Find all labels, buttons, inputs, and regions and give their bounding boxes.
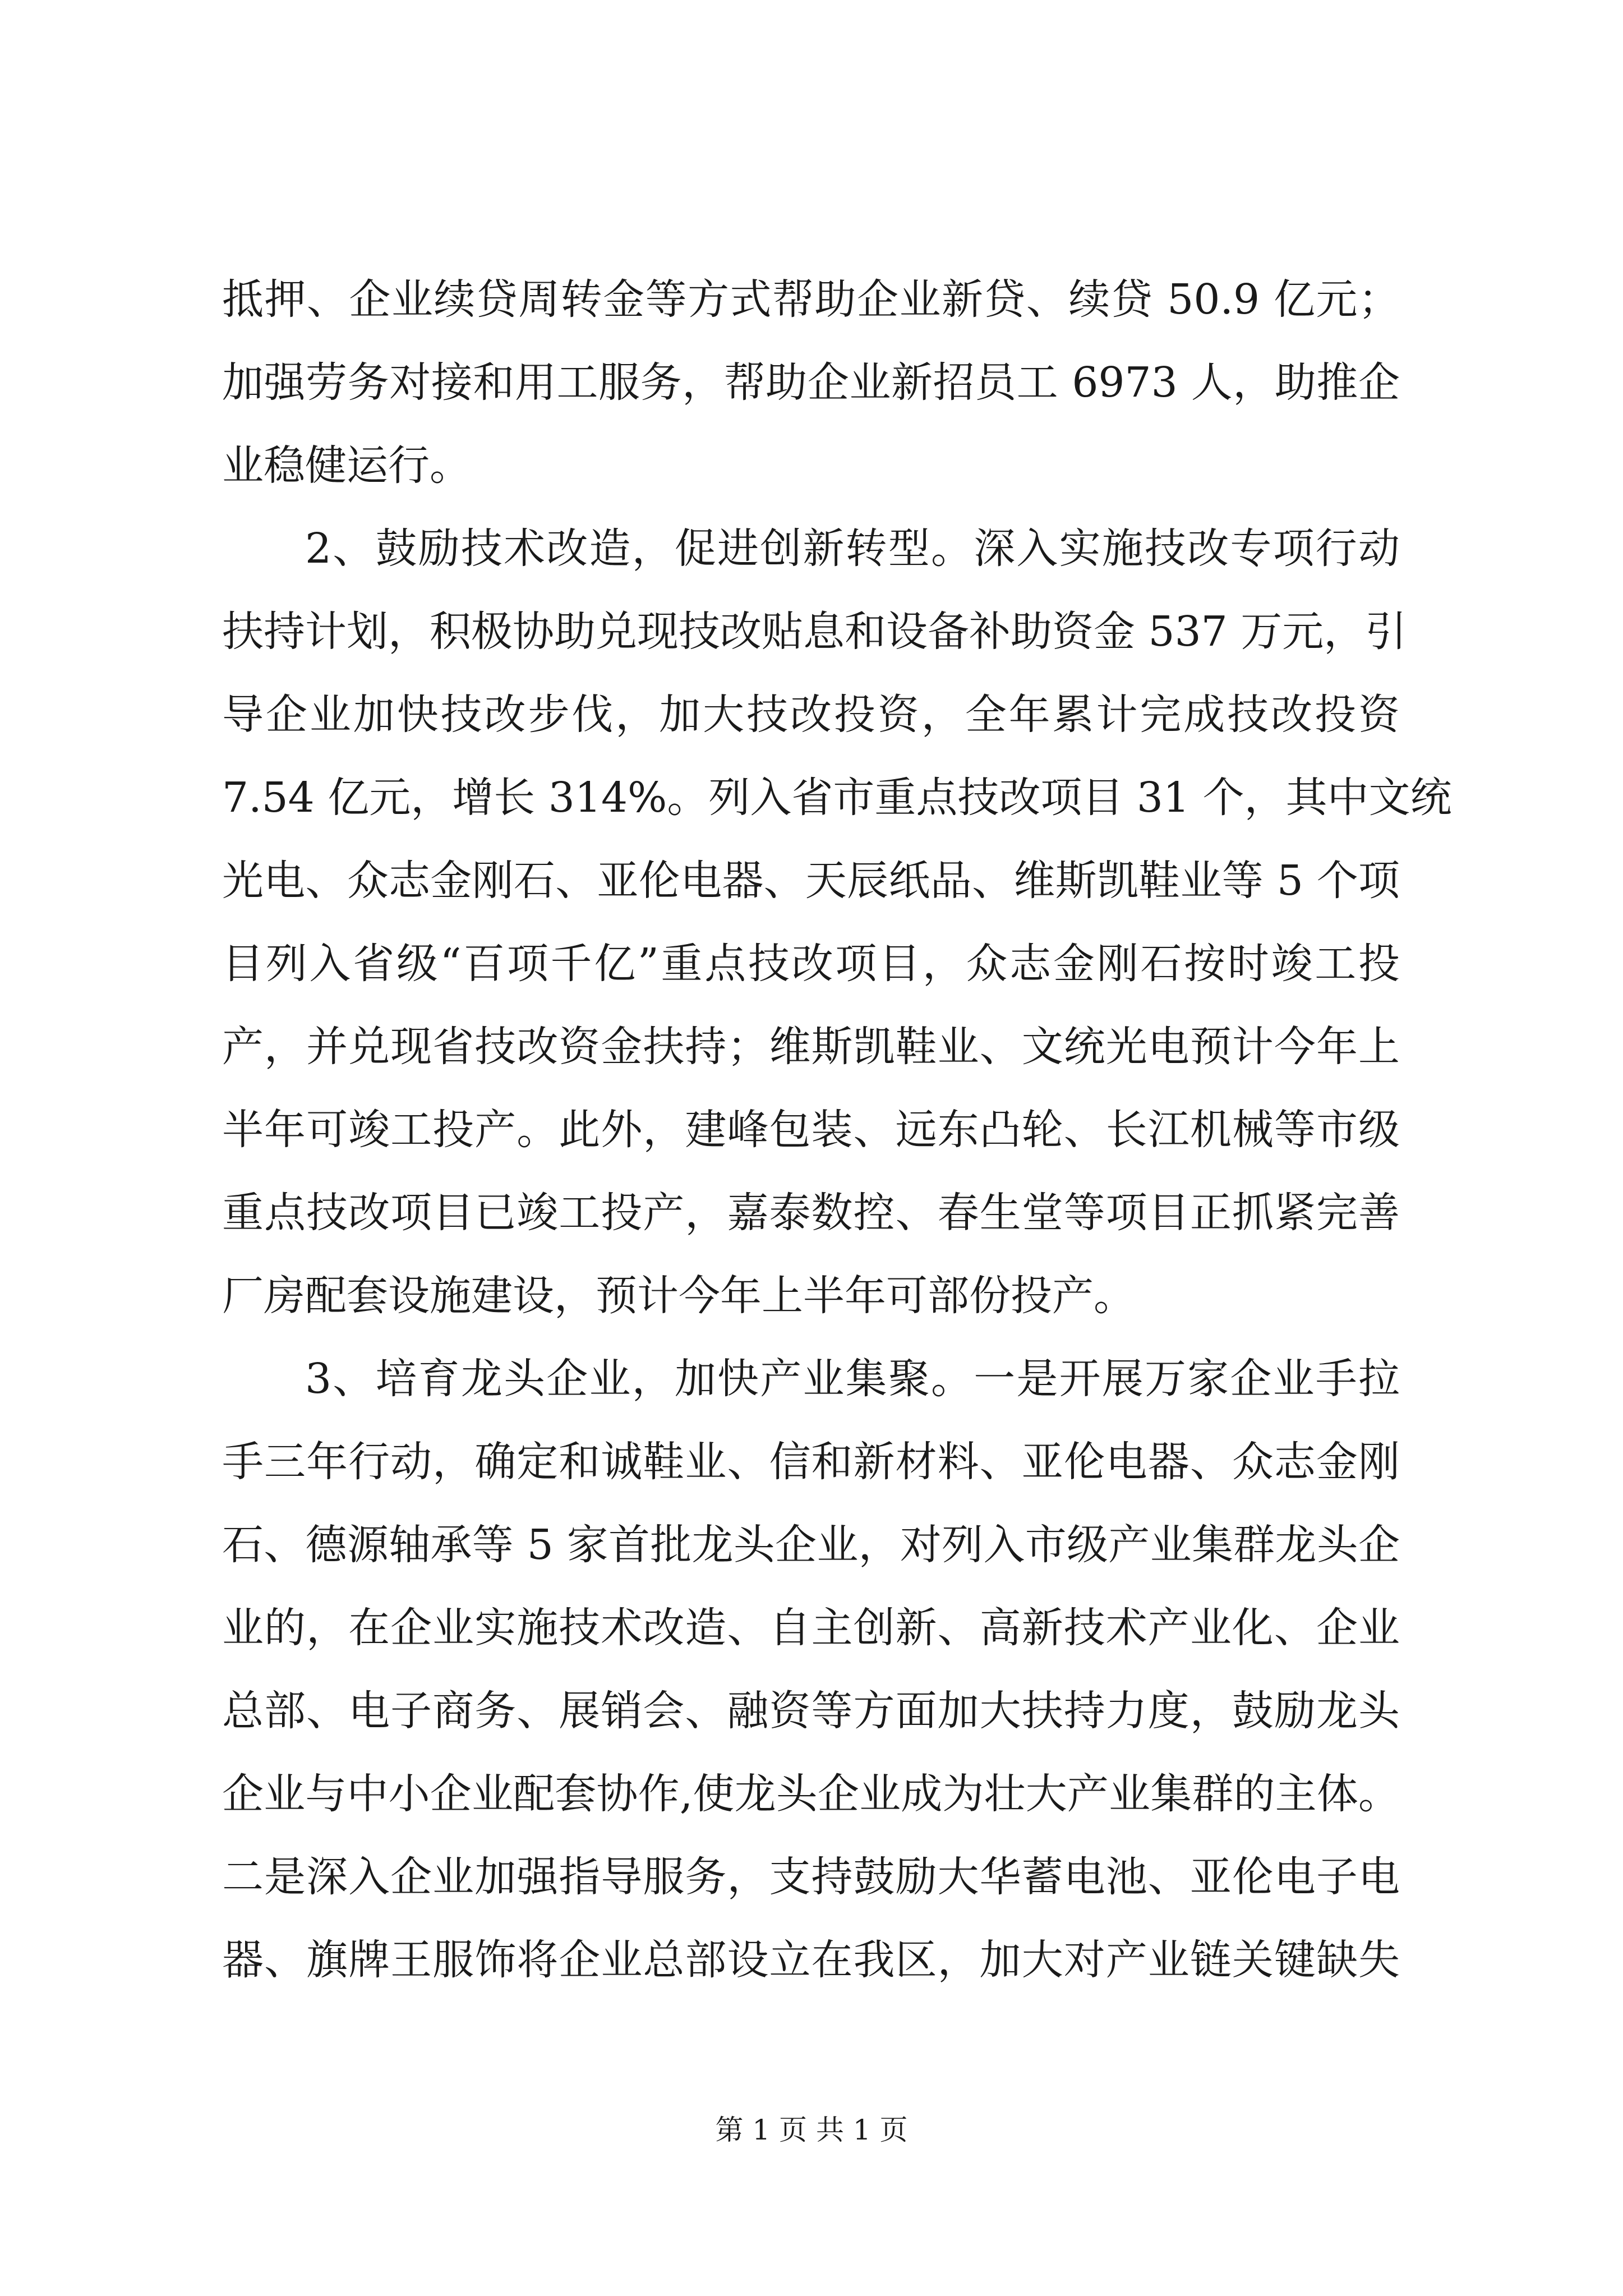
text-line: 7.54 亿元，增长 314%。列入省市重点技改项目 31 个，其中文统 [222,774,1452,822]
text-line: 二是深入企业加强指导服务，支持鼓励大华蓄电池、亚伦电子电 [222,1853,1400,1901]
text-line: 扶持计划，积极协助兑现技改贴息和设备补助资金 537 万元，引 [222,608,1407,656]
text-line: 总部、电子商务、展销会、融资等方面加大扶持力度，鼓励龙头 [222,1687,1400,1735]
text-line: 手三年行动，确定和诚鞋业、信和新材料、亚伦电器、众志金刚 [222,1438,1400,1486]
text-line: 光电、众志金刚石、亚伦电器、天辰纸品、维斯凯鞋业等 5 个项 [222,857,1400,905]
text-line: 企业与中小企业配套协作,使龙头企业成为壮大产业集群的主体。 [222,1770,1400,1818]
text-line: 产，并兑现省技改资金扶持；维斯凯鞋业、文统光电预计今年上 [222,1023,1400,1071]
text-line: 业的，在企业实施技术改造、自主创新、高新技术产业化、企业 [222,1604,1400,1652]
text-line: 2、鼓励技术改造，促进创新转型。深入实施技改专项行动 [305,524,1400,573]
text-line: 器、旗牌王服饰将企业总部设立在我区，加大对产业链关键缺失 [222,1936,1400,1984]
body-text [222,258,1452,2001]
text-line: 业稳健运行。 [222,441,471,490]
text-line: 抵押、企业续贷周转金等方式帮助企业新贷、续贷 50.9 亿元； [222,275,1400,324]
text-line: 石、德源轴承等 5 家首批龙头企业，对列入市级产业集群龙头企 [222,1521,1400,1569]
text-line: 3、培育龙头企业，加快产业集聚。一是开展万家企业手拉 [305,1355,1400,1403]
text-line: 重点技改项目已竣工投产，嘉泰数控、春生堂等项目正抓紧完善 [222,1189,1400,1237]
text-line: 厂房配套设施建设，预计今年上半年可部份投产。 [222,1272,1135,1320]
text-line: 加强劳务对接和用工服务，帮助企业新招员工 6973 人，助推企 [222,358,1400,407]
page-footer: 第 1 页 共 1 页 [715,2114,908,2146]
text-line: 半年可竣工投产。此外，建峰包装、远东凸轮、长江机械等市级 [222,1106,1400,1154]
text-line: 目列入省级“百项千亿”重点技改项目，众志金刚石按时竣工投 [222,940,1400,988]
text-line: 导企业加快技改步伐，加大技改投资，全年累计完成技改投资 [222,691,1400,739]
